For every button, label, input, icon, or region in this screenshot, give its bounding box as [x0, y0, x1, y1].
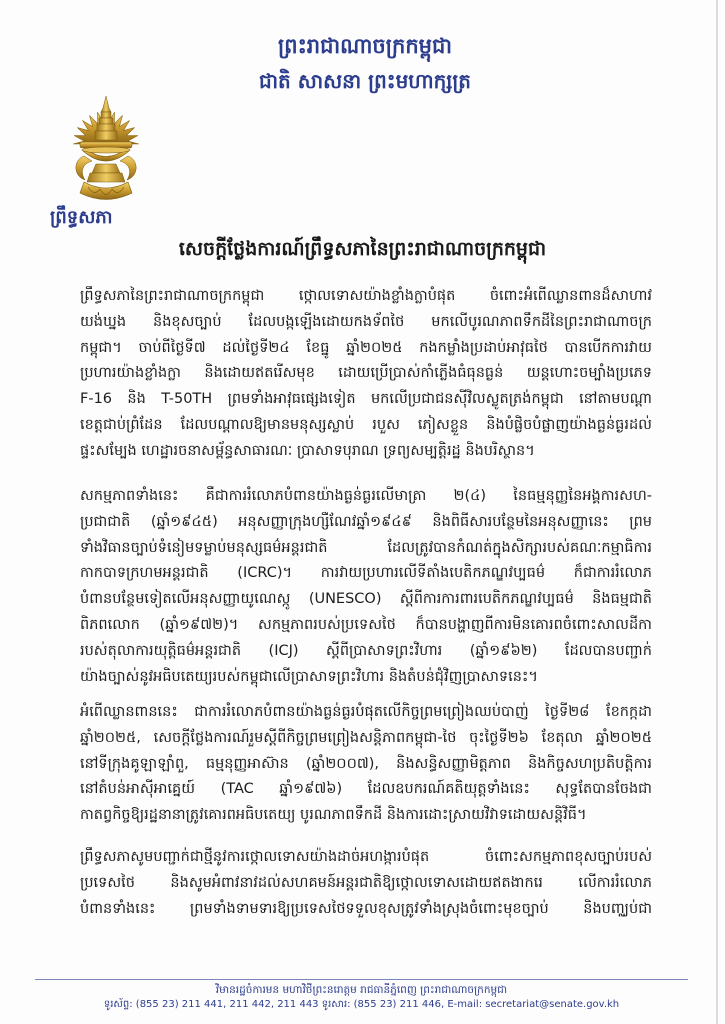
paragraph-1-line-2: យង់ឃ្នង និងខុសច្បាប់ ដែលបង្កឡើងដោយកងទ័ពថៃ មកលើបូរណភាពទឹកដីនៃព្រះរាជាណាចក្រ [80, 313, 652, 330]
emblem-tier-3 [97, 124, 115, 131]
national-motto: ជាតិ សាសនា ព្រះមហាក្សត្រ [259, 69, 471, 93]
paragraph-2-line-2: ប្រជាជាតិ (ឆ្នាំ១៩៤៥) អនុសញ្ញាក្រុងហ្សឺណែវឆ្នាំ១៩៤៩ និងពិធីសារបន្ថែមនៃអនុសញ្ញានេះ ព្រម [80, 513, 652, 530]
institution-name: ព្រឹទ្ធសភា [50, 207, 113, 228]
paragraph-3 [80, 700, 652, 829]
paragraph-1-line-3: កម្ពុជា។ ចាប់ពីថ្ងៃទី៧ ដល់ថ្ងៃទី២៤ ខែធ្នូ ឆ្នាំ២០២៥ កងកម្លាំងប្រដាប់អាវុធថៃ បានបើកការវាយ [80, 339, 652, 356]
senate-emblem-icon [70, 94, 142, 206]
paragraph-1-line-5: F-16 និង T-50TH ព្រមទាំងអាវុធផ្សេងទៀត មកលើប្រជាជនស៊ីវិលស្លូតត្រង់កម្ពុជា នៅតាមបណ្តា [80, 391, 652, 408]
emblem-tier-4 [95, 131, 117, 140]
paragraph-2-line-1: សកម្មភាពទាំងនេះ គឺជាការរំលោភបំពានយ៉ាងធ្ងន់ធ្ងរលើមាត្រា ២(៤) នៃធម្មនុញ្ញនៃអង្គការសហ- [80, 488, 652, 504]
paragraph-1-line-7: ផ្ទះសម្បែង ហេដ្ឋារចនាសម្ព័ន្ធសាធារណៈ ប្រាសាទបុរាណ ទ្រព្យសម្បត្តិរដ្ឋ និងបរិស្ថាន។ [80, 442, 535, 459]
paragraph-2-line-5: បំពានបន្ថែមទៀតលើអនុសញ្ញាយូណេស្កូ (UNESCO) ស្តីពីការការពារបេតិកភណ្ឌវប្បធម៌ និងធម្មជាតិ [80, 591, 652, 608]
paragraph-4-line-2: ប្រទេសថៃ និងសូមអំពាវនាវដល់សហគមន៍អន្តរជាតិឱ្យថ្កោលទោសដោយឥតងាករេ លើការរំលោភ [80, 874, 652, 891]
kingdom-heading: ព្រះរាជាណាចក្រកម្ពុជា [277, 34, 452, 58]
paragraph-2-line-4: កាកបាទក្រហមអន្តរជាតិ (ICRC)។ ការវាយប្រហារលើទីតាំងបេតិកភណ្ឌវប្បធម៌ ក៏ជាការរំលោភ [80, 565, 652, 582]
paragraph-4 [80, 845, 652, 922]
paragraph-3-line-5: កាតព្វកិច្ចឱ្យរដ្ឋនានាត្រូវគោរពអធិបតេយ្យ បូរណភាពទឹកដី និងការដោះស្រាយវិវាទដោយសន្តិវិធី។ [80, 807, 587, 824]
emblem-lotus-base [80, 182, 132, 200]
paragraph-3-line-1: អំពើឈ្លានពាននេះ ជាការរំលោភបំពានយ៉ាងធ្ងន់ធ្ងរបំផុតលើកិច្ចព្រមព្រៀងឈប់បាញ់ ថ្ងៃទី២៨ ខែកក្កដា [80, 704, 652, 720]
scan-edge [716, 0, 718, 1024]
footer-address: វិមានរដ្ឋចំការមន មហាវិថីព្រះនរោត្តម រាជធានីភ្នំពេញ ព្រះរាជាណាចក្រកម្ពុជា [215, 984, 508, 996]
statement-title: សេចក្តីថ្លែងការណ៍ព្រឹទ្ធសភានៃព្រះរាជាណាចក្រកម្ពុជា [178, 238, 547, 260]
paragraph-1-line-4: ប្រហារយ៉ាងខ្លាំងក្លា និងដោយឥតរើសមុខ ដោយប្រើប្រាស់កាំភ្លើងធំធុនធ្ងន់ យន្តហោះចម្បាំងប្រភេទ [80, 365, 652, 382]
paragraph-3-line-4: នៅតំបន់អាស៊ីអាគ្នេយ៍ (TAC ឆ្នាំ១៩៧៦) ដែលឧបករណ៍គតិយុត្តទាំងនេះ សុទ្ធតែបានចែងជា [80, 781, 652, 798]
emblem-tier-2 [99, 118, 113, 124]
paragraph-2-line-6: ពិភពលោក (ឆ្នាំ១៩៧២)។ សកម្មភាពរបស់ប្រទេសថៃ ក៏បានបង្ហាញពីការមិនគោរពចំពោះសាលដីកា [80, 616, 652, 633]
emblem-pedestal-middle [87, 173, 125, 182]
emblem-bowl-rim [82, 147, 130, 153]
paragraph-2-line-8: យ៉ាងច្បាស់នូវអធិបតេយ្យរបស់កម្ពុជាលើប្រាសាទព្រះវិហារ និងតំបន់ជុំវិញប្រាសាទនេះ។ [80, 668, 538, 685]
paragraph-1 [80, 284, 652, 465]
paragraph-1-line-6: ខេត្តជាប់ព្រំដែន ដែលបណ្តាលឱ្យមានមនុស្សស្លាប់ របួស ភៀសខ្លួន និងបំផ្លិចបំផ្លាញយ៉ាងធ្ងន់ធ្ងរដល់ [80, 416, 652, 433]
emblem-spire [101, 96, 111, 112]
emblem-tier-1 [101, 112, 111, 118]
paragraph-2-line-3: ទាំងវិធានច្បាប់ទំនៀមទម្លាប់មនុស្សធម៌អន្តរជាតិ ដែលត្រូវបានកំណត់ក្នុងសិក្សារបស់គណៈកម្មាធិការ [80, 539, 652, 556]
paragraph-4-line-1: ព្រឹទ្ធសភាសូមបញ្ជាក់ជាថ្មីនូវការថ្កោលទោសយ៉ាងដាច់អហង្ការបំផុត ចំពោះសកម្មភាពខុសច្បាប់របស់ [80, 849, 652, 865]
footer-contact: ទូរស័ព្ទ: (855 23) 211 441, 211 442, 211 443 ទូរសារ: (855 23) 211 446, E-mail: secretariat@senate.gov.kh [103, 999, 620, 1010]
paragraph-3-line-2: ឆ្នាំ២០២៥, សេចក្តីថ្លែងការណ៍រួមស្តីពីកិច្ចព្រមព្រៀងសន្តិភាពកម្ពុជា-ថៃ ចុះថ្ងៃទី២៦ ខែតុលា ឆ្នាំ២០២៥ [80, 729, 652, 746]
paragraph-3-line-3: នៅទីក្រុងគូឡាឡាំពួ, ធម្មនុញ្ញអាស៊ាន (ឆ្នាំ២០០៧), និងសន្ធិសញ្ញាមិត្តភាព និងកិច្ចសហប្រតិបត្តិការ [80, 755, 652, 772]
paragraph-2 [80, 484, 652, 690]
paragraph-4-line-3: បំពានទាំងនេះ ព្រមទាំងទាមទារឱ្យប្រទេសថៃទទួលខុសត្រូវទាំងស្រុងចំពោះមុខច្បាប់ និងបញ្ឈប់ជា [80, 900, 652, 917]
paragraph-2-line-7: របស់តុលាការយុត្តិធម៌អន្តរជាតិ (ICJ) ស្តីពីប្រាសាទព្រះវិហារ (ឆ្នាំ១៩៦២) ដែលបានបញ្ជាក់ [80, 642, 652, 659]
footer-divider [35, 979, 688, 980]
paragraph-1-line-1: ព្រឹទ្ធសភានៃព្រះរាជាណាចក្រកម្ពុជា ថ្កោលទោសយ៉ាងខ្លាំងក្លាបំផុត ចំពោះអំពើឈ្លានពានដ៏សាហាវ [80, 288, 652, 304]
emblem-pedestal-top [92, 164, 120, 173]
